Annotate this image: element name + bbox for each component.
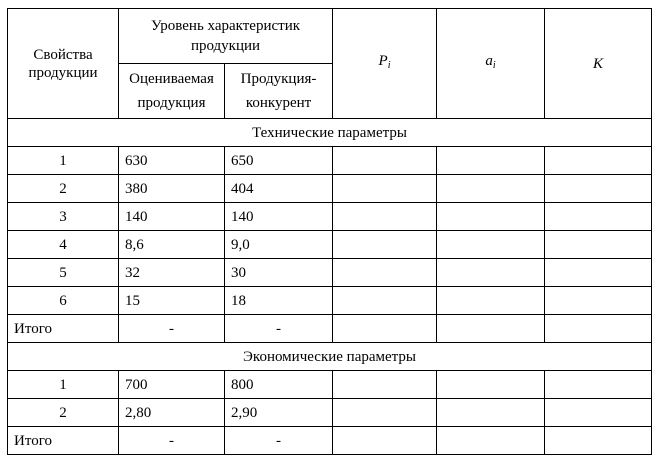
cell-a [437, 259, 545, 287]
cell-k [545, 427, 652, 455]
table-row-total [8, 315, 652, 343]
cell-evaluated: 8,6 [119, 231, 225, 259]
cell-k [545, 147, 652, 175]
cell-competitor: 140 [225, 203, 333, 231]
header-competitor-line1: Продукция- [240, 71, 317, 87]
header-competitor-line2: конкурент [245, 95, 312, 111]
section-technical [8, 119, 652, 147]
cell-competitor: 9,0 [225, 231, 333, 259]
cell-competitor: 30 [225, 259, 333, 287]
header-properties-line1: Свойства [33, 46, 93, 63]
header-k-symbol: K [592, 55, 603, 72]
row-label: Итого [8, 315, 119, 343]
cell-a [437, 399, 545, 427]
cell-evaluated: 700 [119, 371, 225, 399]
table-row [8, 371, 652, 399]
cell-a [437, 203, 545, 231]
cell-competitor: 18 [225, 287, 333, 315]
row-label: 4 [8, 231, 119, 259]
cell-p [333, 259, 437, 287]
row-label: Итого [8, 427, 119, 455]
cell-competitor: 650 [225, 147, 333, 175]
table-row [8, 399, 652, 427]
cell-competitor: - [225, 315, 333, 343]
cell-p [333, 287, 437, 315]
header-a-symbol: $a_i$ [485, 53, 496, 71]
cell-evaluated: 140 [119, 203, 225, 231]
header-level-line2: продукции [190, 38, 261, 54]
cell-k [545, 259, 652, 287]
header-properties [8, 9, 119, 119]
cell-a [437, 287, 545, 315]
header-level-line1: Уровень характеристик [150, 18, 301, 34]
cell-k [545, 231, 652, 259]
header-p-symbol: $P_i$ [378, 53, 391, 71]
header-k [545, 9, 652, 119]
table-row [8, 231, 652, 259]
table-row [8, 259, 652, 287]
cell-evaluated: 630 [119, 147, 225, 175]
header-p [333, 9, 437, 119]
cell-competitor: 404 [225, 175, 333, 203]
cell-a [437, 231, 545, 259]
cell-k [545, 371, 652, 399]
row-label: 5 [8, 259, 119, 287]
cell-p [333, 231, 437, 259]
header-properties-line2: продукции [28, 64, 98, 81]
cell-a [437, 315, 545, 343]
section-title: Экономические параметры [8, 343, 652, 371]
cell-evaluated: 2,80 [119, 399, 225, 427]
cell-p [333, 147, 437, 175]
header-evaluated [119, 64, 225, 119]
table-row-total [8, 427, 652, 455]
cell-evaluated: - [119, 315, 225, 343]
cell-evaluated: 15 [119, 287, 225, 315]
cell-p [333, 315, 437, 343]
table-row [8, 175, 652, 203]
cell-p [333, 399, 437, 427]
product-characteristics-table [7, 8, 652, 455]
section-title: Технические параметры [8, 119, 652, 147]
row-label: 6 [8, 287, 119, 315]
cell-a [437, 427, 545, 455]
cell-p [333, 371, 437, 399]
table-row [8, 147, 652, 175]
cell-a [437, 371, 545, 399]
cell-competitor: 2,90 [225, 399, 333, 427]
row-label: 1 [8, 147, 119, 175]
row-label: 3 [8, 203, 119, 231]
row-label: 2 [8, 175, 119, 203]
cell-k [545, 399, 652, 427]
cell-p [333, 175, 437, 203]
table-row [8, 203, 652, 231]
cell-competitor: 800 [225, 371, 333, 399]
cell-k [545, 287, 652, 315]
cell-k [545, 175, 652, 203]
header-evaluated-line2: продукция [137, 95, 206, 111]
header-evaluated-line1: Оцениваемая [129, 71, 214, 87]
cell-competitor: - [225, 427, 333, 455]
cell-k [545, 315, 652, 343]
cell-k [545, 203, 652, 231]
header-row-1 [8, 9, 652, 64]
cell-p [333, 203, 437, 231]
row-label: 2 [8, 399, 119, 427]
header-a [437, 9, 545, 119]
cell-a [437, 147, 545, 175]
cell-a [437, 175, 545, 203]
header-level [119, 9, 333, 64]
header-competitor [225, 64, 333, 119]
cell-evaluated: 380 [119, 175, 225, 203]
cell-evaluated: 32 [119, 259, 225, 287]
row-label: 1 [8, 371, 119, 399]
cell-p [333, 427, 437, 455]
cell-evaluated: - [119, 427, 225, 455]
table-row [8, 287, 652, 315]
section-economic [8, 343, 652, 371]
